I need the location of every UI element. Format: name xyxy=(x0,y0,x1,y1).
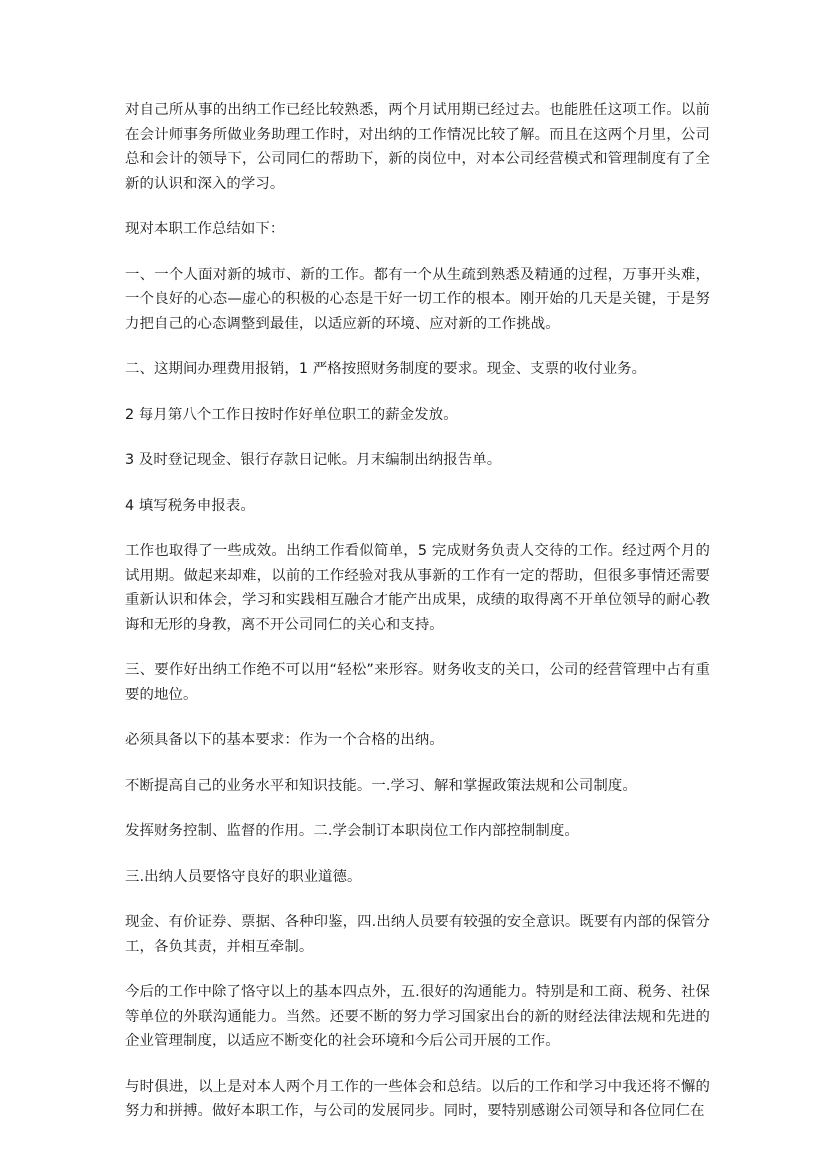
paragraph-requirement-3: 三.出纳人员要恪守良好的职业道德。 xyxy=(125,868,362,885)
paragraph-requirement-1: 不断提高自己的业务水平和知识技能。一.学习、解和掌握政策法规和公司制度。 xyxy=(125,777,637,794)
paragraph-item-3: 3 及时登记现金、银行存款日记帐。月末编制出纳报告单。 xyxy=(125,452,502,468)
paragraph-requirement-2: 发挥财务控制、监督的作用。二.学会制订本职岗位工作内部控制制度。 xyxy=(125,823,579,839)
paragraph-section-two: 二、这期间办理费用报销，1 严格按照财务制度的要求。现金、支票的收付业务。 xyxy=(125,361,647,377)
paragraph-summary-heading: 现对本职工作总结如下： xyxy=(125,221,285,237)
paragraph-item-2: 2 每月第八个工作日按时作好单位职工的薪金发放。 xyxy=(125,406,458,423)
paragraph-section-three: 三、要作好出纳工作绝不可以用“轻松”来形容。财务收支的关口，公司的经营管理中占有重要的地位。 xyxy=(125,662,710,703)
paragraph-section-one: 一、一个人面对新的城市、新的工作。都有一个从生疏到熟悉及精通的过程，万事开头难，一个良好的心态—虚心的积极的心态是干好一切工作的根本。刚开始的几天是关键，于是努力把自己的心态调整到最佳，以适应新的环境、应对新的工作挑战。 xyxy=(125,266,710,332)
paragraph-item-4: 4 填写税务申报表。 xyxy=(125,497,255,514)
paragraph-closing: 与时俱进，以上是对本人两个月工作的一些体会和总结。以后的工作和学习中我还将不懈的努力和拼搏。做好本职工作，与公司的发展同步。同时，要特别感谢公司领导和各位同仁在 xyxy=(125,1078,710,1119)
paragraph-requirements: 必须具备以下的基本要求：作为一个合格的出纳。 xyxy=(125,732,444,748)
document-body xyxy=(125,98,710,1145)
paragraph-intro: 对自己所从事的出纳工作已经比较熟悉，两个月试用期已经过去。也能胜任这项工作。以前在会计师事务所做业务助理工作时，对出纳的工作情况比较了解。而且在这两个月里，公司总和会计的领导下，公司同仁的帮助下，新的岗位中，对本公司经营模式和管理制度有了全新的认识和深入的学习。 xyxy=(125,102,710,192)
paragraph-achievements: 工作也取得了一些成效。出纳工作看似简单，5 完成财务负责人交待的工作。经过两个月的试用期。做起来却难，以前的工作经验对我从事新的工作有一定的帮助，但很多事情还需要重新认识和体会，学习和实践相互融合才能产出成果，成绩的取得离不开单位领导的耐心教诲和无形的身教，离不开公司同仁的关心和支持。 xyxy=(125,543,710,633)
paragraph-requirement-4: 现金、有价证券、票据、各种印鉴，四.出纳人员要有较强的安全意识。既要有内部的保管分工，各负其责，并相互牵制。 xyxy=(125,914,710,955)
paragraph-requirement-5: 今后的工作中除了恪守以上的基本四点外，五.很好的沟通能力。特别是和工商、税务、社保等单位的外联沟通能力。当然。还要不断的努力学习国家出台的新的财经法律法规和先进的企业管理制度，以适应不断变化的社会环境和今后公司开展的工作。 xyxy=(125,984,710,1049)
